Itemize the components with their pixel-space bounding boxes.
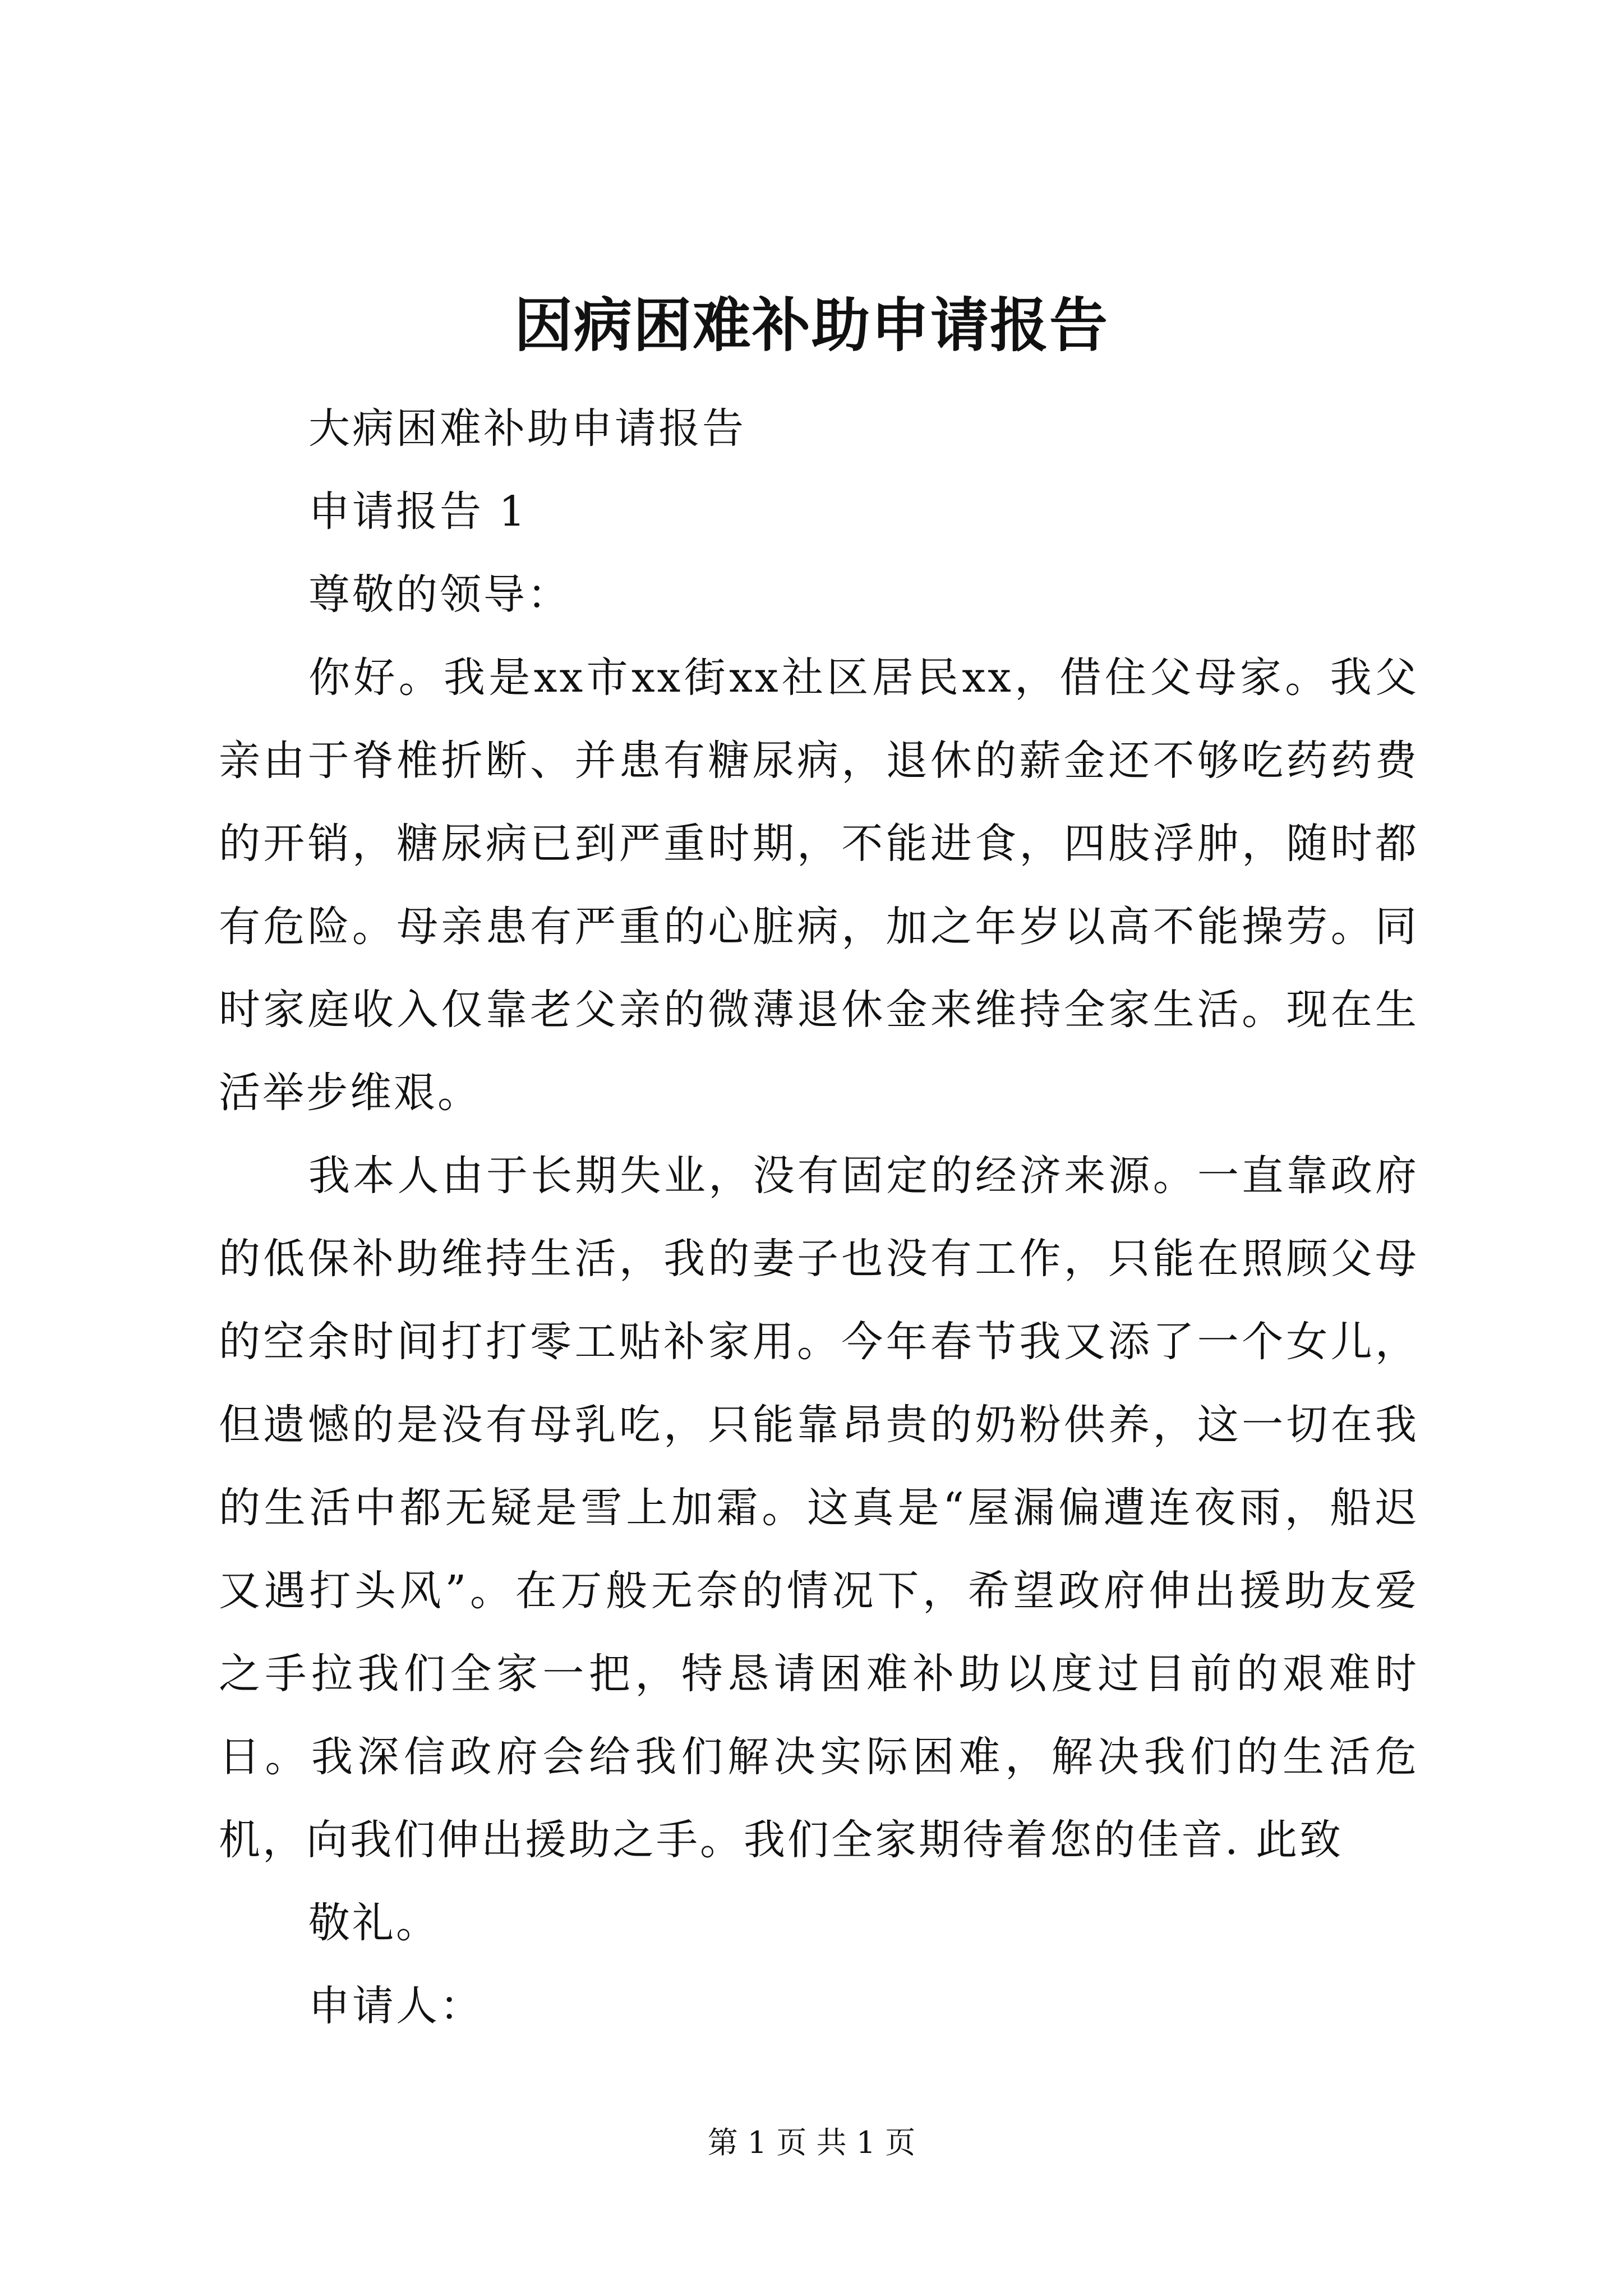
document-title: 因病困难补助申请报告 (514, 291, 1109, 360)
signature-label: 申请人： (308, 1982, 483, 2030)
page-footer: 第 1 页 共 1 页 (707, 2125, 916, 2160)
body-paragraph: 我本人由于长期失业，没有固定的经济来源。一直靠政府的低保补助维持生活，我的妻子也没有工作，只能在照顾父母的空余时间打打零工贴补家用。今年春节我又添了一个女儿，但遗憾的是没有母乳吃，只能靠昂贵的奶粉供养，这一切在我的生活中都无疑是雪上加霜。这真是“屋漏偏遭连夜雨，船迟又遇打头风”。在万般无奈的情况下，希望政府伸出援助友爱之手拉我们全家一把，特恳请困难补助以度过目前的艰难时日。我深信政府会给我们解决实际困难，解决我们的生活危机，向我们伸出援助之手。我们全家期待着您的佳音. 此致 (219, 1152, 1419, 1864)
closing: 敬礼。 (308, 1899, 440, 1947)
salutation: 尊敬的领导： (308, 570, 571, 619)
document-body (219, 387, 1419, 2047)
body-paragraph: 你好。我是xx市xx街xx社区居民xx，借住父母家。我父亲由于脊椎折断、并患有糖尿病，退休的薪金还不够吃药药费的开销，糖尿病已到严重时期，不能进食，四肢浮肿，随时都有危险。母亲患有严重的心脏病，加之年岁以高不能操劳。同时家庭收入仅靠老父亲的微薄退休金来维持全家生活。现在生活举步维艰。 (219, 654, 1419, 1117)
section-label: 申请报告 1 (308, 487, 528, 536)
document-subtitle: 大病困难补助申请报告 (308, 404, 746, 453)
